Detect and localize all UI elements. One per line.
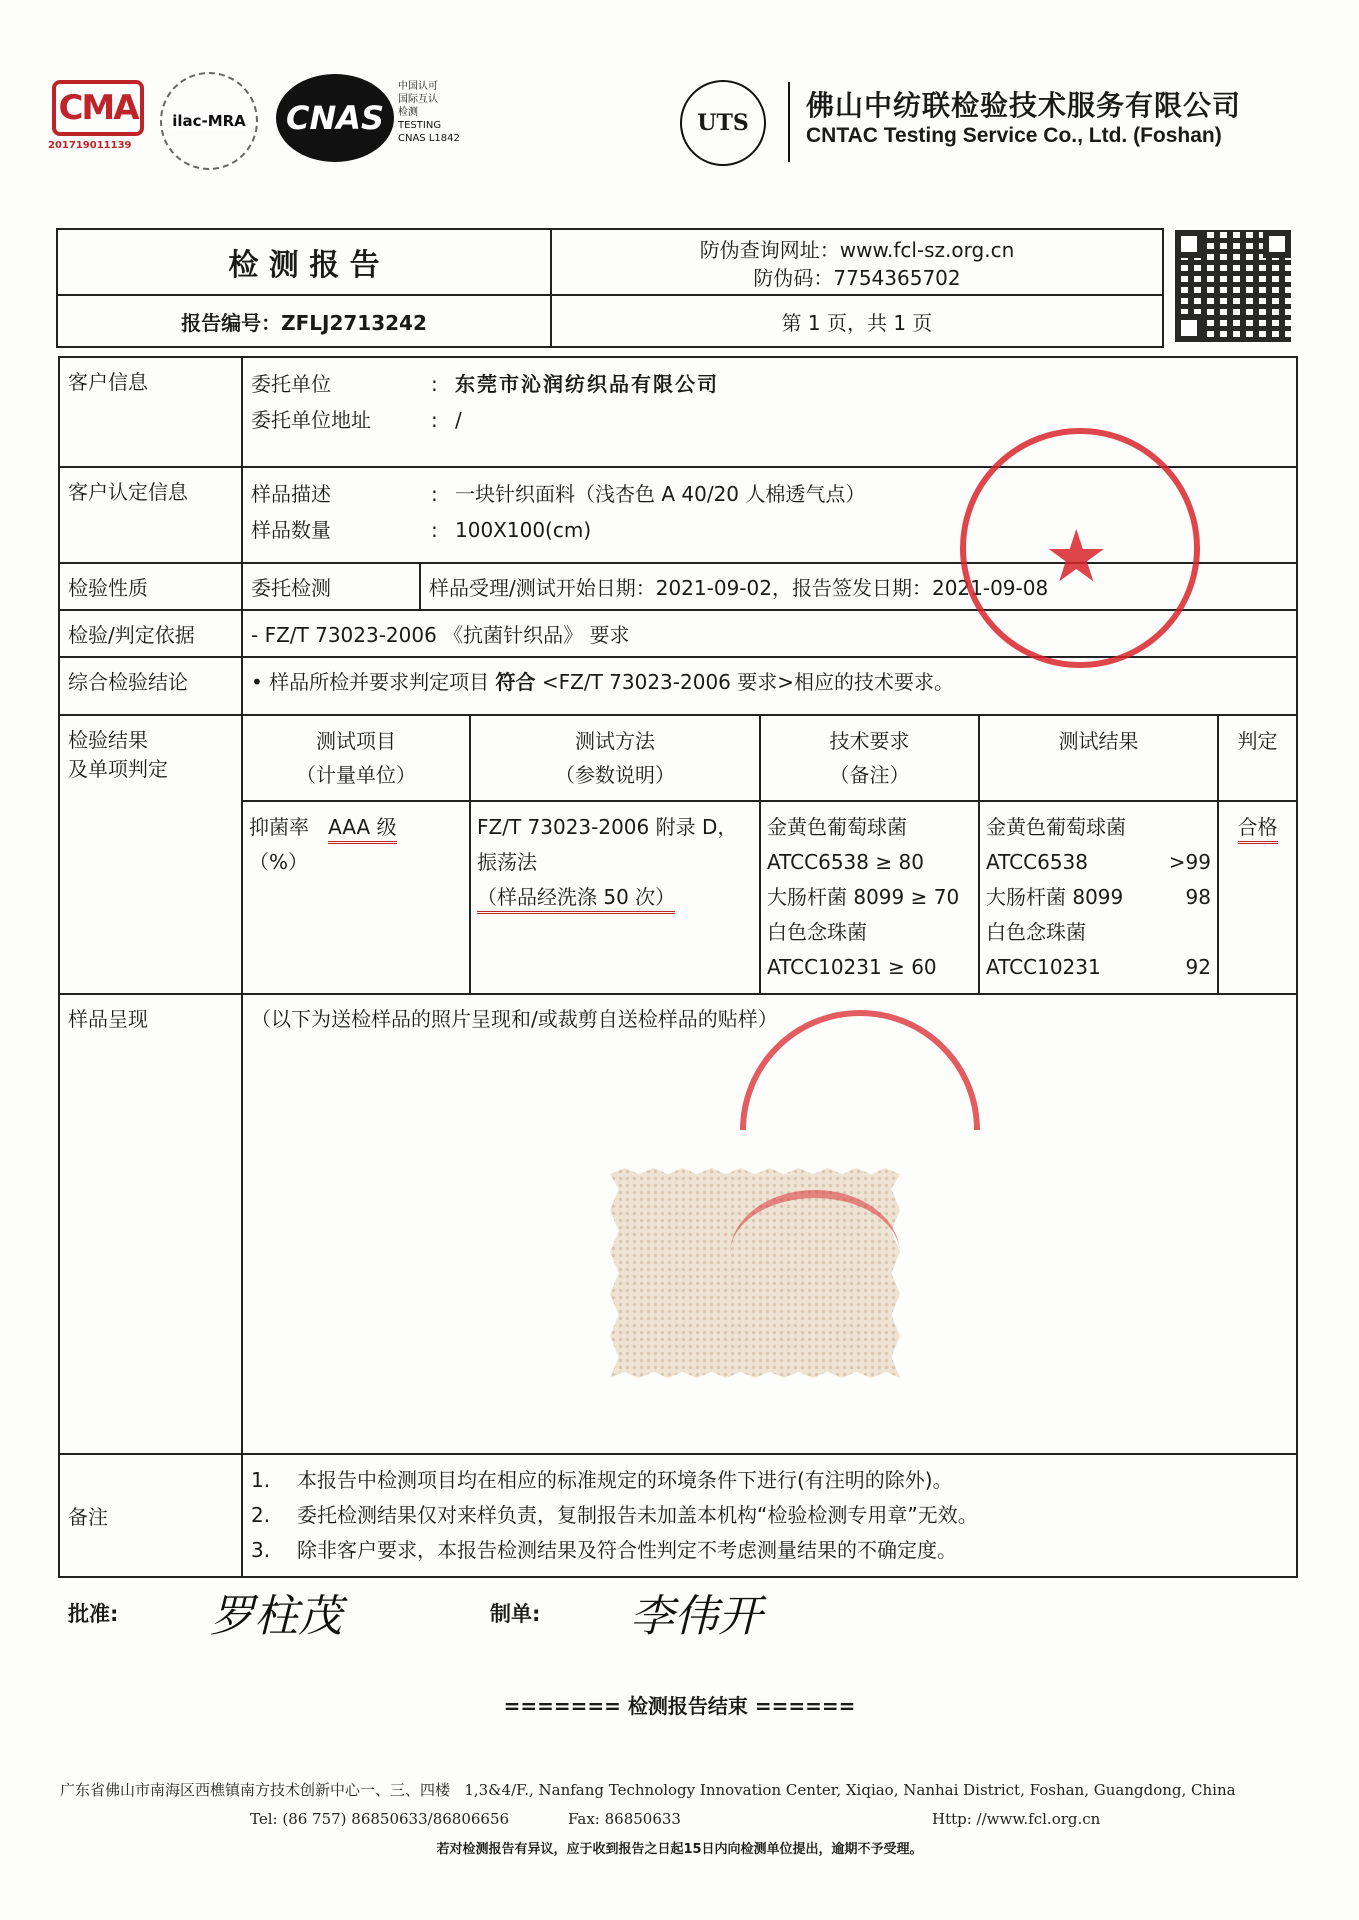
cma-logo: CMA (52, 80, 144, 136)
requirement-line: 大肠杆菌 8099 ≥ 70 (767, 885, 960, 909)
ilac-logo-text: ilac-MRA (172, 112, 246, 130)
requirement-line: ATCC6538 ≥ 80 (767, 850, 924, 874)
result-value: 98 (1185, 885, 1211, 909)
results-label-line: 检验结果 (68, 728, 148, 752)
customer-section-label: 客户信息 (59, 357, 242, 467)
cnas-text-line: CNAS L1842 (398, 133, 460, 144)
cnas-text-line: 检测 (398, 107, 418, 118)
results-cell (242, 715, 1297, 994)
header-text: 测试结果 (1058, 729, 1139, 753)
header-divider (788, 82, 790, 162)
desc-value: 一块针织面料（浅杏色 A 40/20 人棉透气点） (455, 482, 866, 506)
results-row (59, 715, 1297, 994)
header-verdict (1218, 716, 1296, 801)
cnas-text-line: 国际互认 (398, 94, 438, 105)
basis-section-label: 检验/判定依据 (59, 610, 242, 657)
requirement-line: 金黄色葡萄球菌 (767, 815, 907, 839)
item-name: 抑菌率 (249, 815, 309, 839)
header-text: （计量单位） (296, 763, 416, 787)
result-name: 大肠杆菌 8099 (986, 885, 1124, 909)
header-text: 技术要求 (829, 729, 910, 753)
official-seal (960, 428, 1200, 668)
header-text: 测试方法 (575, 729, 655, 753)
header-text: （参数说明） (555, 763, 675, 787)
header-text: 测试项目 (316, 729, 396, 753)
results-header-row (243, 716, 1296, 801)
result-line (986, 950, 1211, 985)
cma-number: 201719011139 (48, 140, 132, 151)
method-line (477, 880, 753, 915)
verdict-cell (1218, 801, 1296, 993)
footer-notice: 若对检测报告有异议，应于收到报告之日起15日内向检测单位提出，逾期不予受理。 (436, 1842, 923, 1857)
remark-num: 1. (251, 1468, 271, 1492)
basis-value: - FZ/T 73023-2006 《抗菌针织品》 要求 (242, 610, 1297, 657)
footer-tel: Tel: (86 757) 86850633/86806656 (250, 1810, 510, 1828)
photo-caption: （以下为送检样品的照片呈现和/或裁剪自送检样品的贴样） (251, 1007, 778, 1031)
footer-fax: Fax: 86850633 (568, 1810, 681, 1828)
header-item (243, 716, 470, 801)
remark-item (251, 1463, 1288, 1498)
cnas-logo: CNAS (276, 74, 394, 162)
results-data-row (243, 801, 1296, 993)
seal-star-icon: ★ (1044, 514, 1109, 598)
item-grade: AAA 级 (328, 815, 397, 844)
nature-dates: 样品受理/测试开始日期：2021-09-02，报告签发日期：2021-09-08 (420, 563, 1297, 610)
method-wash-note: （样品经洗涤 50 次） (477, 885, 675, 914)
verify-code: 防伪码：7754365702 (753, 266, 961, 290)
header-text: （备注） (829, 763, 910, 787)
conclusion-bold: 符合 (495, 670, 536, 694)
remarks-list (242, 1454, 1297, 1577)
conclusion-post: <FZ/T 73023-2006 要求>相应的技术要求。 (535, 670, 955, 694)
desc-label: 样品描述 (251, 482, 331, 506)
result-name: 金黄色葡萄球菌 (986, 815, 1126, 839)
header-result (979, 716, 1218, 801)
client-value: 东莞市沁润纺织品有限公司 (455, 372, 719, 396)
report-title: 检 测 报 告 (58, 230, 552, 296)
tech-requirements (760, 801, 979, 993)
client-label: 委托单位 (251, 372, 331, 396)
method-line: 振荡法 (477, 850, 537, 874)
result-line (986, 845, 1211, 880)
uts-logo: UTS (680, 80, 766, 166)
prepare-label: 制单: (490, 1602, 541, 1626)
cnas-text-line: 中国认可 (398, 81, 438, 92)
conclusion-section-label: 综合检验结论 (59, 657, 242, 715)
remark-num: 3. (251, 1538, 271, 1562)
qr-code (1175, 230, 1291, 342)
result-line (986, 915, 1211, 950)
nature-value: 委托检测 (242, 563, 420, 610)
test-method (470, 801, 760, 993)
requirement-line: ATCC10231 ≥ 60 (767, 955, 937, 979)
address-row (251, 402, 1288, 438)
remark-item (251, 1498, 1288, 1533)
item-unit: （%） (249, 850, 309, 874)
conclusion-row (59, 657, 1297, 715)
remark-text: 除非客户要求，本报告检测结果及符合性判定不考虑测量结果的不确定度。 (297, 1538, 957, 1562)
qty-label: 样品数量 (251, 518, 331, 542)
result-value: >99 (1168, 850, 1211, 874)
result-line (986, 810, 1211, 845)
cnas-text-line: TESTING (398, 120, 442, 131)
colon: : (431, 408, 438, 432)
result-name: ATCC6538 (986, 850, 1089, 874)
remark-text: 委托检测结果仅对来样负责，复制报告未加盖本机构“检验检测专用章”无效。 (297, 1503, 978, 1527)
result-line (986, 880, 1211, 915)
approve-signature: 罗柱茂 (210, 1591, 342, 1642)
verify-url: 防伪查询网址：www.fcl-sz.org.cn (699, 238, 1015, 262)
report-title-box (56, 228, 1164, 348)
header-text: 判定 (1237, 729, 1278, 753)
requirement-line: 白色念珠菌 (767, 920, 867, 944)
prepare-signature: 李伟开 (630, 1591, 762, 1642)
verdict: 合格 (1238, 815, 1278, 844)
remarks-row (59, 1454, 1297, 1577)
footer-address (60, 1779, 1310, 1800)
test-results (979, 801, 1218, 993)
method-line: FZ/T 73023-2006 附录 D， (477, 815, 738, 839)
page-indicator: 第 1 页，共 1 页 (781, 310, 933, 335)
address-label: 委托单位地址 (251, 408, 371, 432)
header-method (470, 716, 760, 801)
sample-section-label: 客户认定信息 (59, 467, 242, 563)
remark-text: 本报告中检测项目均在相应的标准规定的环境条件下进行(有注明的除外)。 (297, 1468, 953, 1492)
header-requirement (760, 716, 979, 801)
nature-section-label: 检验性质 (59, 563, 242, 610)
remark-num: 2. (251, 1503, 271, 1527)
result-name: ATCC10231 (986, 955, 1101, 979)
remarks-section-label: 备注 (59, 1454, 242, 1577)
address-value: / (455, 408, 462, 432)
company-name-en: CNTAC Testing Service Co., Ltd. (Foshan) (806, 124, 1222, 147)
result-value: 92 (1185, 955, 1211, 979)
client-row (251, 366, 1288, 402)
footer-address-cn: 广东省佛山市南海区西樵镇南方技术创新中心一、三、四楼 (60, 1781, 451, 1799)
remark-item (251, 1533, 1288, 1568)
approve-label: 批准: (68, 1602, 119, 1626)
ilac-mra-logo (160, 72, 258, 170)
footer-address-en: 1,3&4/F., Nanfang Technology Innovation Center, Xiqiao, Nanhai District, Foshan, Guangdong, China (464, 1781, 1236, 1799)
conclusion-value (242, 657, 1297, 715)
result-name: 白色念珠菌 (986, 920, 1086, 944)
results-label-line: 及单项判定 (68, 757, 168, 781)
footer-web: Http: //www.fcl.org.cn (932, 1810, 1101, 1828)
results-section-label (59, 715, 242, 994)
conclusion-pre: • 样品所检并要求判定项目 (251, 670, 496, 694)
photo-section-label: 样品呈现 (59, 994, 242, 1454)
report-number: 报告编号：ZFLJ2713242 (58, 296, 552, 346)
test-item (243, 801, 470, 993)
company-name-cn: 佛山中纺联检验技术服务有限公司 (806, 89, 1242, 122)
qr-corner (1263, 230, 1291, 258)
fabric-seal-mark (730, 1190, 900, 1318)
colon: : (431, 482, 438, 506)
verify-block (552, 230, 1162, 296)
qty-value: 100X100(cm) (455, 518, 592, 542)
results-table (243, 716, 1296, 993)
colon: : (431, 372, 438, 396)
cnas-text (398, 80, 460, 145)
colon: : (431, 518, 438, 542)
report-end-line: ======= 检测报告结束 ====== (503, 1694, 856, 1718)
